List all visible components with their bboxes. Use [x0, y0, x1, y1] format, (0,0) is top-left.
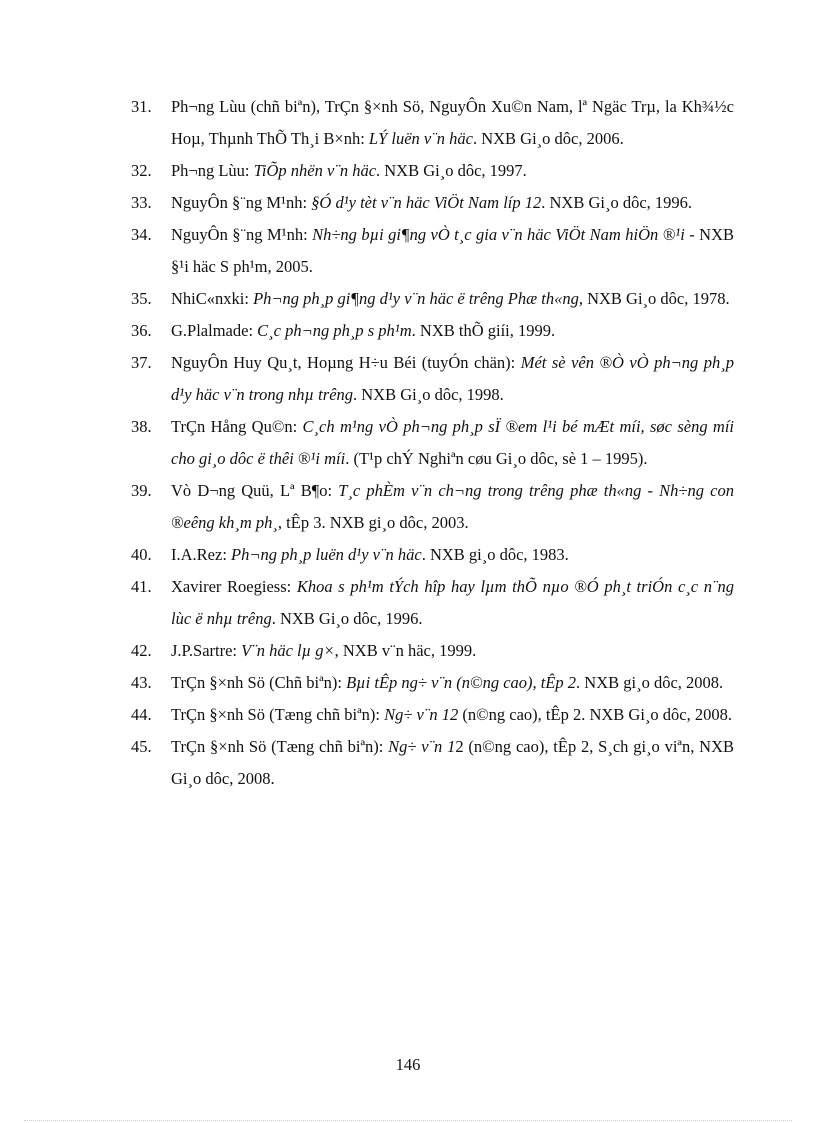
reference-number: 40.	[131, 545, 152, 564]
reference-publisher: . NXB thÕ giíi, 1999.	[411, 321, 556, 340]
reference-publisher: , tÊp 3. NXB gi¸o dôc, 2003.	[277, 513, 469, 532]
reference-title: Mét sè vên ®Ò vÒ ph¬ng ph¸p d¹y häc v¨n trong nhµ trêng	[171, 353, 734, 404]
reference-authors: Ph¬ng Lùu (chñ biªn), TrÇn §×nh Sö, NguyÔn Xu©n Nam, lª Ngäc Trµ, la Kh¾½c Hoµ, Thµnh ThÕ Th¸i B×nh:	[171, 97, 734, 148]
reference-authors: TrÇn Hång Qu©n:	[171, 417, 303, 436]
page-number: 146	[395, 1055, 421, 1074]
reference-publisher: . (T¹p chÝ Nghiªn cøu Gi¸o dôc, sè 1 – 1995).	[345, 449, 648, 468]
reference-number: 38.	[131, 417, 152, 436]
reference-title: Khoa s ph¹m tÝch hîp hay lµm thÕ nµo ®Ó ph¸t triÓn c¸c n¨ng lùc ë nhµ trêng	[171, 577, 734, 628]
reference-authors: Vò D¬ng Quü, Lª B¶o:	[171, 481, 339, 500]
reference-authors: TrÇn §×nh Sö (Tæng chñ biªn):	[171, 705, 385, 724]
reference-title: §Ó d¹y tèt v¨n häc ViÖt Nam líp 12	[311, 193, 542, 212]
reference-number: 37.	[131, 353, 152, 372]
reference-authors: NguyÔn Huy Qu¸t, Hoµng H÷u Béi (tuyÓn chän):	[171, 353, 521, 372]
reference-authors: NguyÔn §¨ng M¹nh:	[171, 193, 312, 212]
reference-publisher: . NXB Gi¸o dôc, 1996.	[541, 193, 693, 212]
reference-number: 41.	[131, 577, 152, 596]
reference-publisher: . NXB Gi¸o dôc, 1997.	[376, 161, 527, 180]
footer-divider	[24, 1120, 792, 1121]
reference-publisher: . NXB Gi¸o dôc, 1998.	[353, 385, 504, 404]
reference-text	[171, 315, 734, 347]
reference-title: V¨n häc lµ g×	[241, 641, 335, 660]
reference-item	[131, 635, 734, 667]
reference-item	[131, 219, 734, 283]
reference-title: TiÕp nhën v¨n häc	[253, 161, 377, 180]
reference-authors: I.A.Rez:	[171, 545, 232, 564]
reference-number: 43.	[131, 673, 152, 692]
reference-text	[171, 155, 734, 187]
reference-authors: TrÇn §×nh Sö (Tæng chñ biªn):	[171, 737, 389, 756]
reference-item	[131, 699, 734, 731]
reference-authors: J.P.Sartre:	[171, 641, 242, 660]
reference-title: LÝ luën v¨n häc	[368, 129, 473, 148]
reference-number: 31.	[131, 97, 152, 116]
reference-number: 45.	[131, 737, 152, 756]
reference-item	[131, 667, 734, 699]
reference-title: T¸c phÈm v¨n ch¬ng trong trêng phæ th«ng - Nh÷ng con ®eêng kh¸m ph¸	[171, 481, 734, 532]
reference-text	[171, 187, 734, 219]
reference-number: 34.	[131, 225, 152, 244]
reference-text	[171, 475, 734, 539]
reference-publisher: (n©ng cao), tÊp 2. NXB Gi¸o dôc, 2008.	[458, 705, 732, 724]
reference-item	[131, 731, 734, 795]
reference-number: 35.	[131, 289, 152, 308]
reference-title: Ph¬ng ph¸p gi¶ng d¹y v¨n häc ë trêng Phæ th«ng	[253, 289, 579, 308]
reference-publisher: , NXB v¨n häc, 1999.	[334, 641, 477, 660]
reference-text	[171, 699, 734, 731]
reference-text	[171, 411, 734, 475]
reference-text	[171, 731, 734, 795]
reference-item	[131, 347, 734, 411]
reference-item	[131, 283, 734, 315]
reference-list	[131, 91, 734, 795]
reference-title: Ng÷ v¨n 12	[384, 705, 459, 724]
reference-number: 44.	[131, 705, 152, 724]
reference-title: C¸ch m¹ng vÒ ph¬ng ph¸p sÏ ®em l¹i bé mÆt míi, søc sèng míi cho gi¸o dôc ë thêi ®¹i míi	[171, 417, 734, 468]
reference-title: Ng÷ v¨n 1	[388, 737, 456, 756]
reference-number: 39.	[131, 481, 152, 500]
reference-item	[131, 91, 734, 155]
reference-text	[171, 347, 734, 411]
reference-text	[171, 539, 734, 571]
reference-item	[131, 411, 734, 475]
reference-item	[131, 475, 734, 539]
reference-text	[171, 635, 734, 667]
reference-number: 33.	[131, 193, 152, 212]
reference-publisher: . NXB Gi¸o dôc, 1996.	[271, 609, 423, 628]
reference-title: C¸c ph¬ng ph¸p s ph¹m	[257, 321, 412, 340]
reference-item	[131, 539, 734, 571]
reference-title: Ph¬ng ph¸p luën d¹y v¨n häc	[231, 545, 422, 564]
reference-authors: TrÇn §×nh Sö (Chñ biªn):	[171, 673, 347, 692]
reference-text	[171, 219, 734, 283]
reference-item	[131, 571, 734, 635]
reference-publisher: 2 (n©ng cao), tÊp 2, S¸ch gi¸o viªn, NXB Gi¸o dôc, 2008.	[171, 737, 734, 788]
reference-number: 42.	[131, 641, 152, 660]
reference-authors: NhiC«nxki:	[171, 289, 254, 308]
reference-number: 32.	[131, 161, 152, 180]
reference-item	[131, 315, 734, 347]
reference-publisher: , NXB Gi¸o dôc, 1978.	[578, 289, 730, 308]
reference-publisher: . NXB Gi¸o dôc, 2006.	[472, 129, 624, 148]
reference-publisher: . NXB gi¸o dôc, 1983.	[421, 545, 569, 564]
reference-title: Bµi tÊp ng÷ v¨n (n©ng cao), tÊp 2	[346, 673, 577, 692]
reference-authors: Xavirer Roegiess:	[171, 577, 297, 596]
reference-item	[131, 187, 734, 219]
reference-publisher: . NXB gi¸o dôc, 2008.	[576, 673, 724, 692]
reference-text	[171, 667, 734, 699]
reference-publisher: - NXB §¹i häc S ph¹m, 2005.	[171, 225, 734, 276]
reference-number: 36.	[131, 321, 152, 340]
reference-authors: G.Plalmade:	[171, 321, 258, 340]
reference-authors: NguyÔn §¨ng M¹nh:	[171, 225, 313, 244]
reference-text	[171, 571, 734, 635]
reference-title: Nh÷ng bµi gi¶ng vÒ t¸c gia v¨n häc ViÖt Nam hiÖn ®¹i	[312, 225, 685, 244]
reference-item	[131, 155, 734, 187]
reference-text	[171, 91, 734, 155]
reference-text	[171, 283, 734, 315]
reference-authors: Ph¬ng Lùu:	[171, 161, 254, 180]
